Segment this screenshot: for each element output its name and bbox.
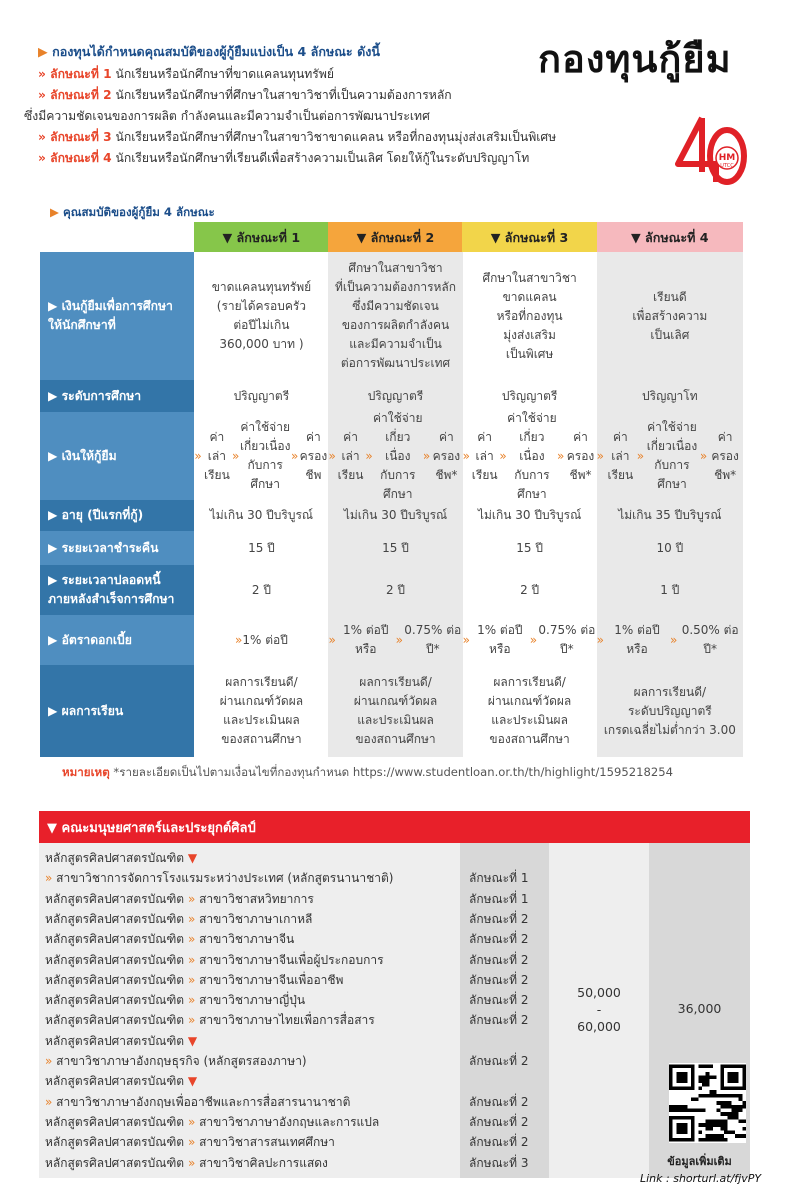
row-label-repay: ▶ ระยะเวลาชำระคืน <box>40 531 194 565</box>
header-criteria-3: ▼ ลักษณะที่ 3 <box>462 222 596 252</box>
intro-item-2: » ลักษณะที่ 2 นักเรียนหรือนักศึกษาที่ศึกษาในสาขาวิชาที่เป็นความต้องการหลัก <box>38 88 452 102</box>
program-major: » สาขาวิชาภาษาอังกฤษและการแปล <box>187 1114 380 1129</box>
program-name: หลักสูตรศิลปศาสตรบัณฑิต <box>45 911 185 926</box>
program-major: » สาขาวิชาสหวิทยาการ <box>187 891 314 906</box>
table-cell: » ค่าเล่าเรียน » ค่าใช้จ่ายเกี่ยวเนื่อง กับการศึกษา » ค่าครองชีพ* <box>328 412 462 500</box>
program-name: หลักสูตรศิลปศาสตรบัณฑิต <box>45 1033 185 1048</box>
program-criteria: ลักษณะที่ 2 <box>469 993 529 1008</box>
page-title: กองทุนกู้ยืม <box>538 36 732 81</box>
program-major: » สาขาวิชาภาษาจีนเพื่อผู้ประกอบการ <box>187 952 384 967</box>
header-criteria-2: ▼ ลักษณะที่ 2 <box>328 222 462 252</box>
table-cell: » ค่าเล่าเรียน » ค่าใช้จ่ายเกี่ยวเนื่อง กับการศึกษา » ค่าครองชีพ* <box>597 412 743 500</box>
faculty-header: ▼ คณะมนุษยศาสตร์และประยุกต์ศิลป์ <box>39 811 750 843</box>
loan-min: 50,000 <box>577 985 621 1000</box>
program-criteria: ลักษณะที่ 1 <box>469 891 529 906</box>
living-cost: 36,000 <box>677 1001 722 1016</box>
table-cell: 2 ปี <box>463 565 597 615</box>
row-label-age: ▶ อายุ (ปีแรกที่กู้) <box>40 500 194 531</box>
table-cell: ผลการเรียนดี/ ผ่านเกณฑ์วัดผล และประเมินผล ของสถานศึกษา <box>328 665 462 757</box>
program-criteria: ลักษณะที่ 2 <box>469 932 529 947</box>
loan-dash: - <box>596 1002 602 1017</box>
table-row <box>40 615 743 665</box>
table-cell: 15 ปี <box>328 531 462 565</box>
triangle-right-icon: ▶ <box>38 44 48 59</box>
program-name: หลักสูตรศิลปศาสตรบัณฑิต <box>45 891 185 906</box>
table-row <box>40 665 743 757</box>
header-criteria-1: ▼ ลักษณะที่ 1 <box>194 222 328 252</box>
table-row <box>40 565 743 615</box>
forty-logo-icon <box>672 112 752 192</box>
table-cell: ปริญญาตรี <box>328 380 462 412</box>
table-row <box>40 252 743 380</box>
table-cell: ผลการเรียนดี/ ผ่านเกณฑ์วัดผล และประเมินผล ของสถานศึกษา <box>463 665 597 757</box>
program-row <box>45 1132 335 1152</box>
table-cell: 2 ปี <box>328 565 462 615</box>
program-name: » สาขาวิชาการจัดการโรงแรมระหว่างประเทศ (หลักสูตรนานาชาติ) <box>45 871 394 886</box>
table-row <box>40 531 743 565</box>
program-criteria: ลักษณะที่ 1 <box>469 871 529 886</box>
program-row <box>45 970 343 990</box>
program-row <box>45 1153 328 1173</box>
intro-item-3: » ลักษณะที่ 3 นักเรียนหรือนักศึกษาที่ศึกษาในสาขาวิชาขาดแคลน หรือที่กองทุนมุ่งส่งเสริมเป็นพิเศษ <box>38 130 557 144</box>
table-cell: » ค่าเล่าเรียน » ค่าใช้จ่ายเกี่ยวเนื่อง กับการศึกษา » ค่าครองชีพ* <box>463 412 597 500</box>
qr-caption: ข้อมูลเพิ่มเติม <box>667 1155 732 1168</box>
table-cell: ศึกษาในสาขาวิชา ที่เป็นความต้องการหลัก ซึ่งมีความชัดเจน ของการผลิตกำลังคน และมีความจำเป็น ต่อการพัฒนาประเทศ <box>328 252 462 380</box>
table-row <box>40 380 743 412</box>
short-link[interactable]: Link : shorturl.at/fjvPY <box>640 1172 762 1185</box>
table-row <box>40 500 743 531</box>
program-name: หลักสูตรศิลปศาสตรบัณฑิต <box>45 1135 185 1150</box>
table-cell: ขาดแคลนทุนทรัพย์ (รายได้ครอบครัว ต่อปีไม่เกิน 360,000 บาท ) <box>194 252 328 380</box>
table-row <box>40 412 743 500</box>
table-cell: 15 ปี <box>463 531 597 565</box>
program-name: หลักสูตรศิลปศาสตรบัณฑิต <box>45 952 185 967</box>
program-major: » สาขาวิชาภาษาจีน <box>187 932 295 947</box>
program-name: หลักสูตรศิลปศาสตรบัณฑิต <box>45 932 185 947</box>
table-cell: ไม่เกิน 35 ปีบริบูรณ์ <box>597 500 743 531</box>
table-cell: » ค่าเล่าเรียน » ค่าใช้จ่ายเกี่ยวเนื่อง กับการศึกษา » ค่าครองชีพ <box>194 412 328 500</box>
program-row <box>45 868 393 888</box>
program-criteria: ลักษณะที่ 2 <box>469 952 529 967</box>
program-major: » สาขาวิชาภาษาญี่ปุ่น <box>187 993 306 1008</box>
table-corner <box>40 222 194 252</box>
program-row <box>45 909 312 929</box>
table-cell: » 1% ต่อปี หรือ » 0.75% ต่อปี* <box>328 615 462 665</box>
loan-range <box>549 985 649 1034</box>
table-cell: » 1% ต่อปี หรือ » 0.50% ต่อปี* <box>597 615 743 665</box>
row-label-purpose: ▶ เงินกู้ยืมเพื่อการศึกษา ให้นักศึกษาที่ <box>40 252 194 380</box>
table-cell: 2 ปี <box>194 565 328 615</box>
program-name: หลักสูตรศิลปศาสตรบัณฑิต <box>45 851 185 865</box>
program-criteria: ลักษณะที่ 2 <box>469 1135 529 1150</box>
table-cell: ศึกษาในสาขาวิชา ขาดแคลน หรือที่กองทุน มุ่งส่งเสริม เป็นพิเศษ <box>463 252 597 380</box>
program-row <box>45 848 197 868</box>
triangle-down-icon: ▼ <box>184 851 198 865</box>
program-major: » สาขาวิชาสารสนเทศศึกษา <box>187 1135 335 1150</box>
table-footnote: หมายเหตุ *รายละเอียดเป็นไปตามเงื่อนไขที่กองทุนกำหนด https://www.studentloan.or.th/th/highlight/1595218254 <box>62 765 674 779</box>
table-cell: ไม่เกิน 30 ปีบริบูรณ์ <box>463 500 597 531</box>
program-name: หลักสูตรศิลปศาสตรบัณฑิต <box>45 1013 185 1028</box>
program-name: » สาขาวิชาภาษาอังกฤษเพื่ออาชีพและการสื่อสารนานาชาติ <box>45 1094 351 1109</box>
program-name: หลักสูตรศิลปศาสตรบัณฑิต <box>45 993 185 1008</box>
program-major: » สาขาวิชาภาษาจีนเพื่ออาชีพ <box>187 972 344 987</box>
program-criteria: ลักษณะที่ 2 <box>469 911 529 926</box>
header-criteria-4: ▼ ลักษณะที่ 4 <box>597 222 743 252</box>
program-criteria: ลักษณะที่ 2 <box>469 1054 529 1068</box>
qr-code-icon <box>669 1063 746 1143</box>
program-row <box>45 950 384 970</box>
table-cell: ปริญญาโท <box>597 380 743 412</box>
row-label-interest: ▶ อัตราดอกเบี้ย <box>40 615 194 665</box>
table-cell: 15 ปี <box>194 531 328 565</box>
program-name: หลักสูตรศิลปศาสตรบัณฑิต <box>45 1114 185 1129</box>
program-row <box>45 889 314 909</box>
triangle-down-icon: ▼ <box>184 1033 198 1048</box>
program-name: » สาขาวิชาภาษาอังกฤษธุรกิจ (หลักสูตรสองภาษา) <box>45 1054 307 1068</box>
row-label-grace: ▶ ระยะเวลาปลอดหนี้ ภายหลังสำเร็จการศึกษา <box>40 565 194 615</box>
program-name: หลักสูตรศิลปศาสตรบัณฑิต <box>45 1074 185 1089</box>
program-major: » สาขาวิชาภาษาเกาหลี <box>187 911 313 926</box>
table-caption: ▶ คุณสมบัติของผู้กู้ยืม 4 ลักษณะ <box>50 205 215 219</box>
program-criteria: ลักษณะที่ 2 <box>469 1114 529 1129</box>
program-row <box>45 1031 197 1051</box>
table-cell: ปริญญาตรี <box>463 380 597 412</box>
table-cell: เรียนดี เพื่อสร้างความ เป็นเลิศ <box>597 252 743 380</box>
table-cell: » 1% ต่อปี หรือ » 0.75% ต่อปี* <box>463 615 597 665</box>
table-cell: ผลการเรียนดี/ ผ่านเกณฑ์วัดผล และประเมินผล ของสถานศึกษา <box>194 665 328 757</box>
program-major: » สาขาวิชาภาษาไทยเพื่อการสื่อสาร <box>187 1013 375 1028</box>
program-criteria: ลักษณะที่ 3 <box>469 1155 529 1170</box>
program-row <box>45 990 305 1010</box>
row-label-level: ▶ ระดับการศึกษา <box>40 380 194 412</box>
logo-text: HM <box>718 153 736 163</box>
program-row <box>45 1051 307 1071</box>
intro-item-2-cont: ซึ่งมีความชัดเจนของการผลิต กำลังคนและมีความจำเป็นต่อการพัฒนาประเทศ <box>24 109 430 123</box>
program-row <box>45 1092 350 1112</box>
intro-item-4: » ลักษณะที่ 4 นักเรียนหรือนักศึกษาที่เรียนดีเพื่อสร้างความเป็นเลิศ โดยให้กู้ในระดับปริญญาโท <box>38 151 530 165</box>
program-row <box>45 1112 379 1132</box>
program-criteria: ลักษณะที่ 2 <box>469 1094 529 1109</box>
intro-heading: ▶ กองทุนได้กำหนดคุณสมบัติของผู้กู้ยืมแบ่งเป็น 4 ลักษณะ ดังนี้ <box>38 44 381 59</box>
triangle-right-icon: ▶ <box>50 205 59 219</box>
table-cell: ไม่เกิน 30 ปีบริบูรณ์ <box>328 500 462 531</box>
table-cell: 10 ปี <box>597 531 743 565</box>
program-name: หลักสูตรศิลปศาสตรบัณฑิต <box>45 972 185 987</box>
hm-utcc-logo <box>672 112 752 192</box>
table-header-row <box>40 222 743 252</box>
program-criteria: ลักษณะที่ 2 <box>469 972 529 987</box>
table-cell: ปริญญาตรี <box>194 380 328 412</box>
table-cell: » 1% ต่อปี <box>194 615 328 665</box>
program-name: หลักสูตรศิลปศาสตรบัณฑิต <box>45 1155 185 1170</box>
table-cell: 1 ปี <box>597 565 743 615</box>
qr-code[interactable] <box>669 1063 746 1143</box>
row-label-grades: ▶ ผลการเรียน <box>40 665 194 757</box>
triangle-down-icon: ▼ <box>184 1074 198 1089</box>
intro-list <box>24 64 557 169</box>
program-row <box>45 1071 197 1091</box>
intro-item-1: » ลักษณะที่ 1 นักเรียนหรือนักศึกษาที่ขาดแคลนทุนทรัพย์ <box>38 67 335 81</box>
program-row <box>45 929 294 949</box>
table-cell: ไม่เกิน 30 ปีบริบูรณ์ <box>194 500 328 531</box>
table-cell: ผลการเรียนดี/ ระดับปริญญาตรี เกรดเฉลี่ยไม่ต่ำกว่า 3.00 <box>597 665 743 757</box>
program-major: » สาขาวิชาศิลปะการแสดง <box>187 1155 328 1170</box>
row-label-loan: ▶ เงินให้กู้ยืม <box>40 412 194 500</box>
loan-max: 60,000 <box>577 1019 621 1034</box>
logo-subtext: UTCC <box>720 163 734 169</box>
program-row <box>45 1010 375 1030</box>
program-criteria: ลักษณะที่ 2 <box>469 1013 529 1028</box>
